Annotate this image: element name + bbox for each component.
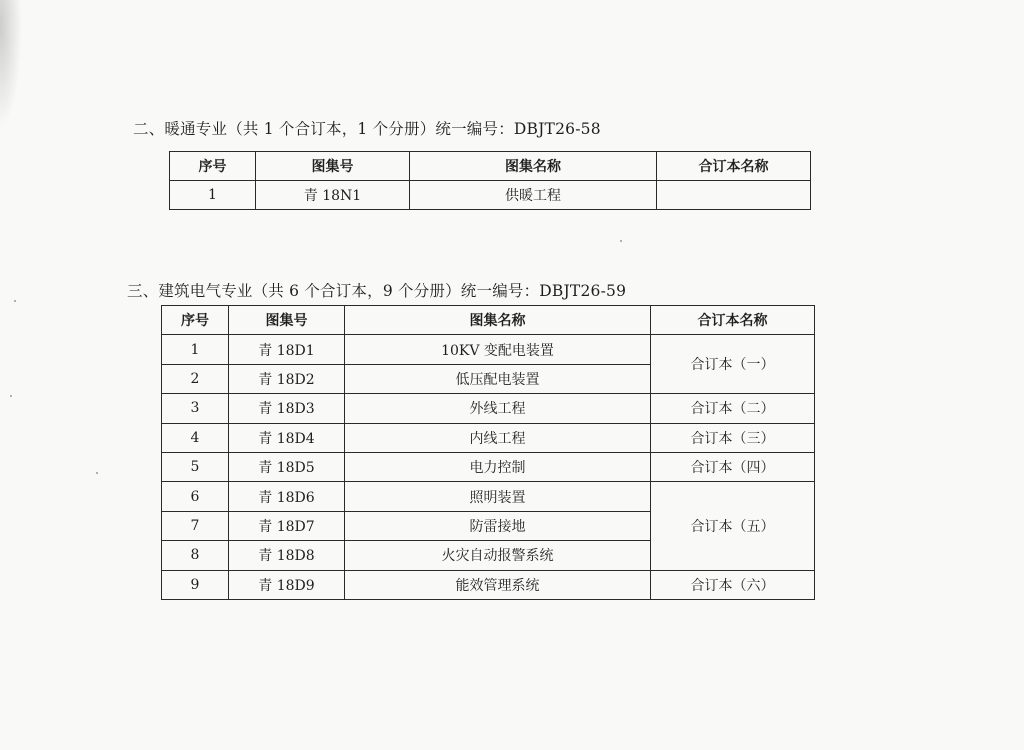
cell-no: 3 [162,394,229,423]
cell-volume: 合订本（三） [651,423,815,452]
cell-no: 2 [162,364,229,393]
cell-atlas-name: 能效管理系统 [345,570,651,599]
cell-atlas-name: 低压配电装置 [345,364,651,393]
cell-no: 7 [162,511,229,540]
cell-atlas-name: 外线工程 [345,394,651,423]
cell-atlas-name: 电力控制 [345,452,651,481]
cell-no: 1 [170,181,256,210]
table-row [162,482,815,511]
cell-volume: 合订本（五） [651,482,815,570]
table-header-row [162,306,815,335]
table-row [162,335,815,364]
column-header-no: 序号 [170,152,256,181]
column-header-volume: 合订本名称 [651,306,815,335]
scan-edge-shadow [0,0,22,130]
table-row [170,181,811,210]
cell-no: 1 [162,335,229,364]
cell-no: 9 [162,570,229,599]
cell-atlas-name: 供暖工程 [410,181,657,210]
cell-atlas-name: 照明装置 [345,482,651,511]
table-header-row [170,152,811,181]
cell-atlas-no: 青 18D4 [229,423,345,452]
column-header-atlas-no: 图集号 [256,152,410,181]
column-header-atlas-no: 图集号 [229,306,345,335]
cell-volume: 合订本（二） [651,394,815,423]
cell-atlas-name: 内线工程 [345,423,651,452]
cell-volume [657,181,811,210]
electrical-section-heading: 三、建筑电气专业（共 6 个合订本，9 个分册）统一编号：DBJT26-59 [127,282,627,300]
column-header-atlas-name: 图集名称 [345,306,651,335]
cell-atlas-no: 青 18D5 [229,452,345,481]
cell-no: 5 [162,452,229,481]
cell-atlas-name: 10KV 变配电装置 [345,335,651,364]
electrical-table [161,305,815,600]
table-row [162,423,815,452]
table-row [162,452,815,481]
cell-volume: 合订本（四） [651,452,815,481]
cell-volume: 合订本（六） [651,570,815,599]
cell-atlas-no: 青 18D3 [229,394,345,423]
cell-no: 4 [162,423,229,452]
cell-atlas-no: 青 18N1 [256,181,410,210]
cell-atlas-no: 青 18D9 [229,570,345,599]
hvac-table [169,151,811,210]
table-row [162,570,815,599]
column-header-volume: 合订本名称 [657,152,811,181]
hvac-section-heading: 二、暖通专业（共 1 个合订本，1 个分册）统一编号：DBJT26-58 [133,120,601,138]
column-header-no: 序号 [162,306,229,335]
table-row [162,394,815,423]
cell-no: 6 [162,482,229,511]
cell-atlas-no: 青 18D8 [229,541,345,570]
cell-atlas-no: 青 18D1 [229,335,345,364]
cell-atlas-no: 青 18D6 [229,482,345,511]
cell-atlas-no: 青 18D2 [229,364,345,393]
cell-volume: 合订本（一） [651,335,815,394]
cell-atlas-name: 火灾自动报警系统 [345,541,651,570]
column-header-atlas-name: 图集名称 [410,152,657,181]
cell-no: 8 [162,541,229,570]
cell-atlas-no: 青 18D7 [229,511,345,540]
cell-atlas-name: 防雷接地 [345,511,651,540]
